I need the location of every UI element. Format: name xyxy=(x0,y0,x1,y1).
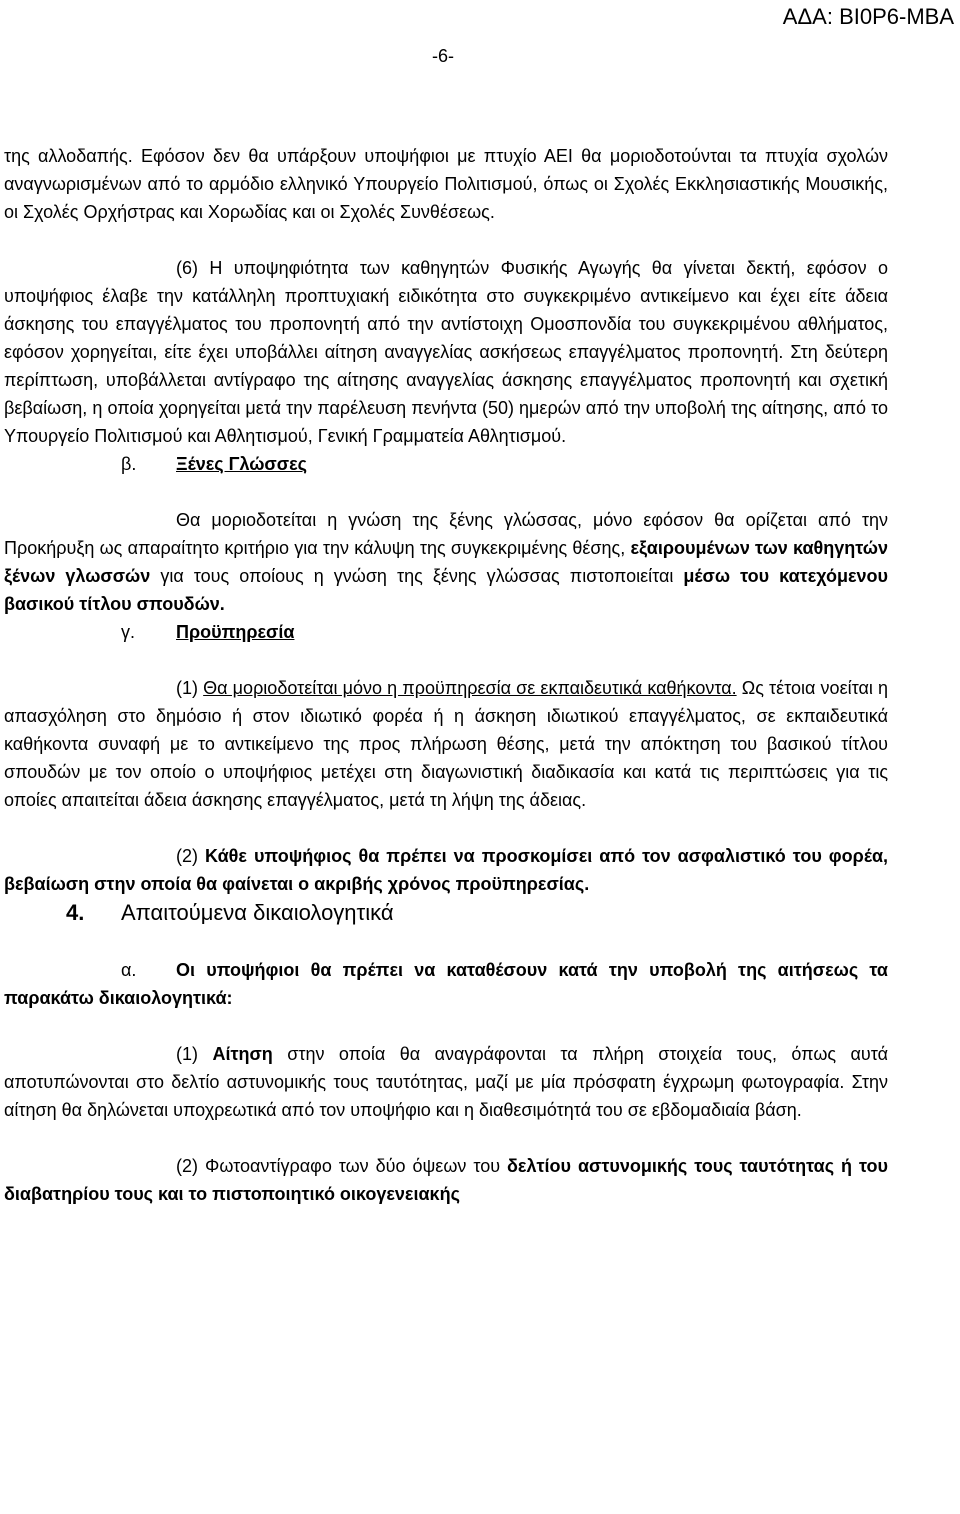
requirement-2-text: Φωτοαντίγραφο των δύο όψεων του xyxy=(204,1156,508,1176)
requirement-1-bold: Αίτηση xyxy=(212,1044,273,1064)
paragraph-continuation: της αλλοδαπής. Εφόσον δεν θα υπάρξουν υποψήφιοι με πτυχίο ΑΕΙ θα μοριοδοτούνται τα πτυχία σχολών αναγνωρισμένων από το αρμόδιο ελληνικό Υπουργείο Πολιτισμού, όπως οι Σχολές Εκκλησιαστικής Μουσικής, οι Σχολές Ορχήστρας και Χορωδίας και οι Σχολές Συνθέσεως. xyxy=(4,146,888,222)
section-4-label: 4. xyxy=(66,900,85,925)
requirement-1-number: (1) xyxy=(176,1044,213,1064)
section-c-label: γ. xyxy=(121,622,136,642)
paragraph-physical-education: (6) Η υποψηφιότητα των καθηγητών Φυσικής Αγωγής θα γίνεται δεκτή, εφόσον ο υποψήφιος έλαβε την κατάλληλη προπτυχιακή ειδικότητα στο συγκεκριμένο αντικείμενο και έχει είτε άδεια άσκησης του επαγγέλματος του προπονητή από την αντίστοιχη Ομοσπονδία του συγκεκριμένου αθλήματος, εφόσον χορηγείται, είτε έχει υποβάλλει αίτηση αναγγελίας ασκήσεως επαγγέλματος προπονητή. Στη δεύτερη περίπτωση, υποβάλλεται αντίγραφο της αίτησης αναγγελίας άσκησης επαγγέλματος προπονητή και σχετική βεβαίωση, η οποία χορηγείται μετά την παρέλευση πενήντα (50) ημερών από την υποβολή της αίτησης, από το Υπουργείο Πολιτισμού και Αθλητισμού, Γενική Γραμματεία Αθλητισμού. xyxy=(4,258,888,446)
section-4-heading xyxy=(66,898,888,928)
section-b-heading xyxy=(121,450,888,478)
section-c-title: Προϋπηρεσία xyxy=(176,622,295,642)
foreign-languages-text-b: για τους οποίους η γνώση της ξένης γλώσσας πιστοποιείται xyxy=(150,566,684,586)
paragraph-4a xyxy=(4,956,888,1012)
section-b-title: Ξένες Γλώσσες xyxy=(176,454,307,474)
section-4-title: Απαιτούμενα δικαιολογητικά xyxy=(121,900,394,925)
requirement-1-rest: στην οποία θα αναγράφονται τα πλήρη στοιχεία τους, όπως αυτά αποτυπώνονται στο δελτίο αστυνομικής τους ταυτότητας, μαζί με μία πρόσφατη έγχρωμη φωτογραφία. Στην αίτηση θα δηλώνεται υποχρεωτικά από τον υποψήφιο και η διαθεσιμότητά του σε εβδομαδιαία βάση. xyxy=(4,1044,889,1120)
document-body xyxy=(4,142,888,1208)
paragraph-experience-2 xyxy=(4,842,888,898)
experience-1-underlined: Θα μοριοδοτείται μόνο η προϋπηρεσία σε εκπαιδευτικά καθήκοντα. xyxy=(203,678,737,698)
paragraph-experience-1 xyxy=(4,674,888,814)
requirement-2-number: (2) xyxy=(176,1156,205,1176)
ada-code: ΑΔΑ: ΒΙ0Ρ6-ΜΒΑ xyxy=(782,4,954,29)
section-4a-bold: Οι υποψήφιοι θα πρέπει να καταθέσουν κατά την υποβολή της αιτήσεως τα παρακάτω δικαιολογητικά: xyxy=(4,960,888,1008)
foreign-languages-bold-2: μέσω του κατεχόμενου βασικού τίτλου σπουδών. xyxy=(4,566,888,614)
experience-2-number: (2) xyxy=(176,846,206,866)
experience-2-bold: Κάθε υποψήφιος θα πρέπει να προσκομίσει από τον ασφαλιστικό του φορέα, βεβαίωση στην οποία θα φαίνεται ο ακριβής χρόνος προϋπηρεσίας. xyxy=(4,846,889,894)
page-number: -6- xyxy=(432,46,454,66)
experience-1-number: (1) xyxy=(176,678,204,698)
requirement-2-bold: δελτίου αστυνομικής τους ταυτότητας ή του διαβατηρίου τους και το πιστοποιητικό οικογενειακής xyxy=(4,1156,889,1204)
section-c-heading xyxy=(121,618,888,646)
foreign-languages-bold-1: εξαιρουμένων των καθηγητών ξένων γλωσσών xyxy=(4,538,888,586)
paragraph-foreign-languages xyxy=(4,506,888,618)
paragraph-4a-2 xyxy=(4,1152,888,1208)
experience-1-rest: Ως τέτοια νοείται η απασχόληση στο δημόσιο ή στον ιδιωτικό φορέα ή η άσκηση ιδιωτικού επαγγέλματος, σε εκπαιδευτικά καθήκοντα συναφή με το αντικείμενο της προς πλήρωση θέσης, μετά την απόκτηση του βασικού τίτλου σπουδών με τον οποίο ο υποψήφιος μετέχει στη διαγωνιστική διαδικασία και κατά τις περιπτώσεις για τις οποίες απαιτείται άδεια άσκησης επαγγέλματος, μετά τη λήψη της άδειας. xyxy=(4,678,888,810)
section-b-label: β. xyxy=(121,454,137,474)
section-4a-label: α. xyxy=(121,960,137,980)
foreign-languages-text-a: Θα μοριοδοτείται η γνώση της ξένης γλώσσας, μόνο εφόσον θα ορίζεται από την Προκήρυξη ως απαραίτητο κριτήριο για την κάλυψη της συγκεκριμένης θέσης, xyxy=(4,510,888,558)
paragraph-4a-1 xyxy=(4,1040,888,1124)
